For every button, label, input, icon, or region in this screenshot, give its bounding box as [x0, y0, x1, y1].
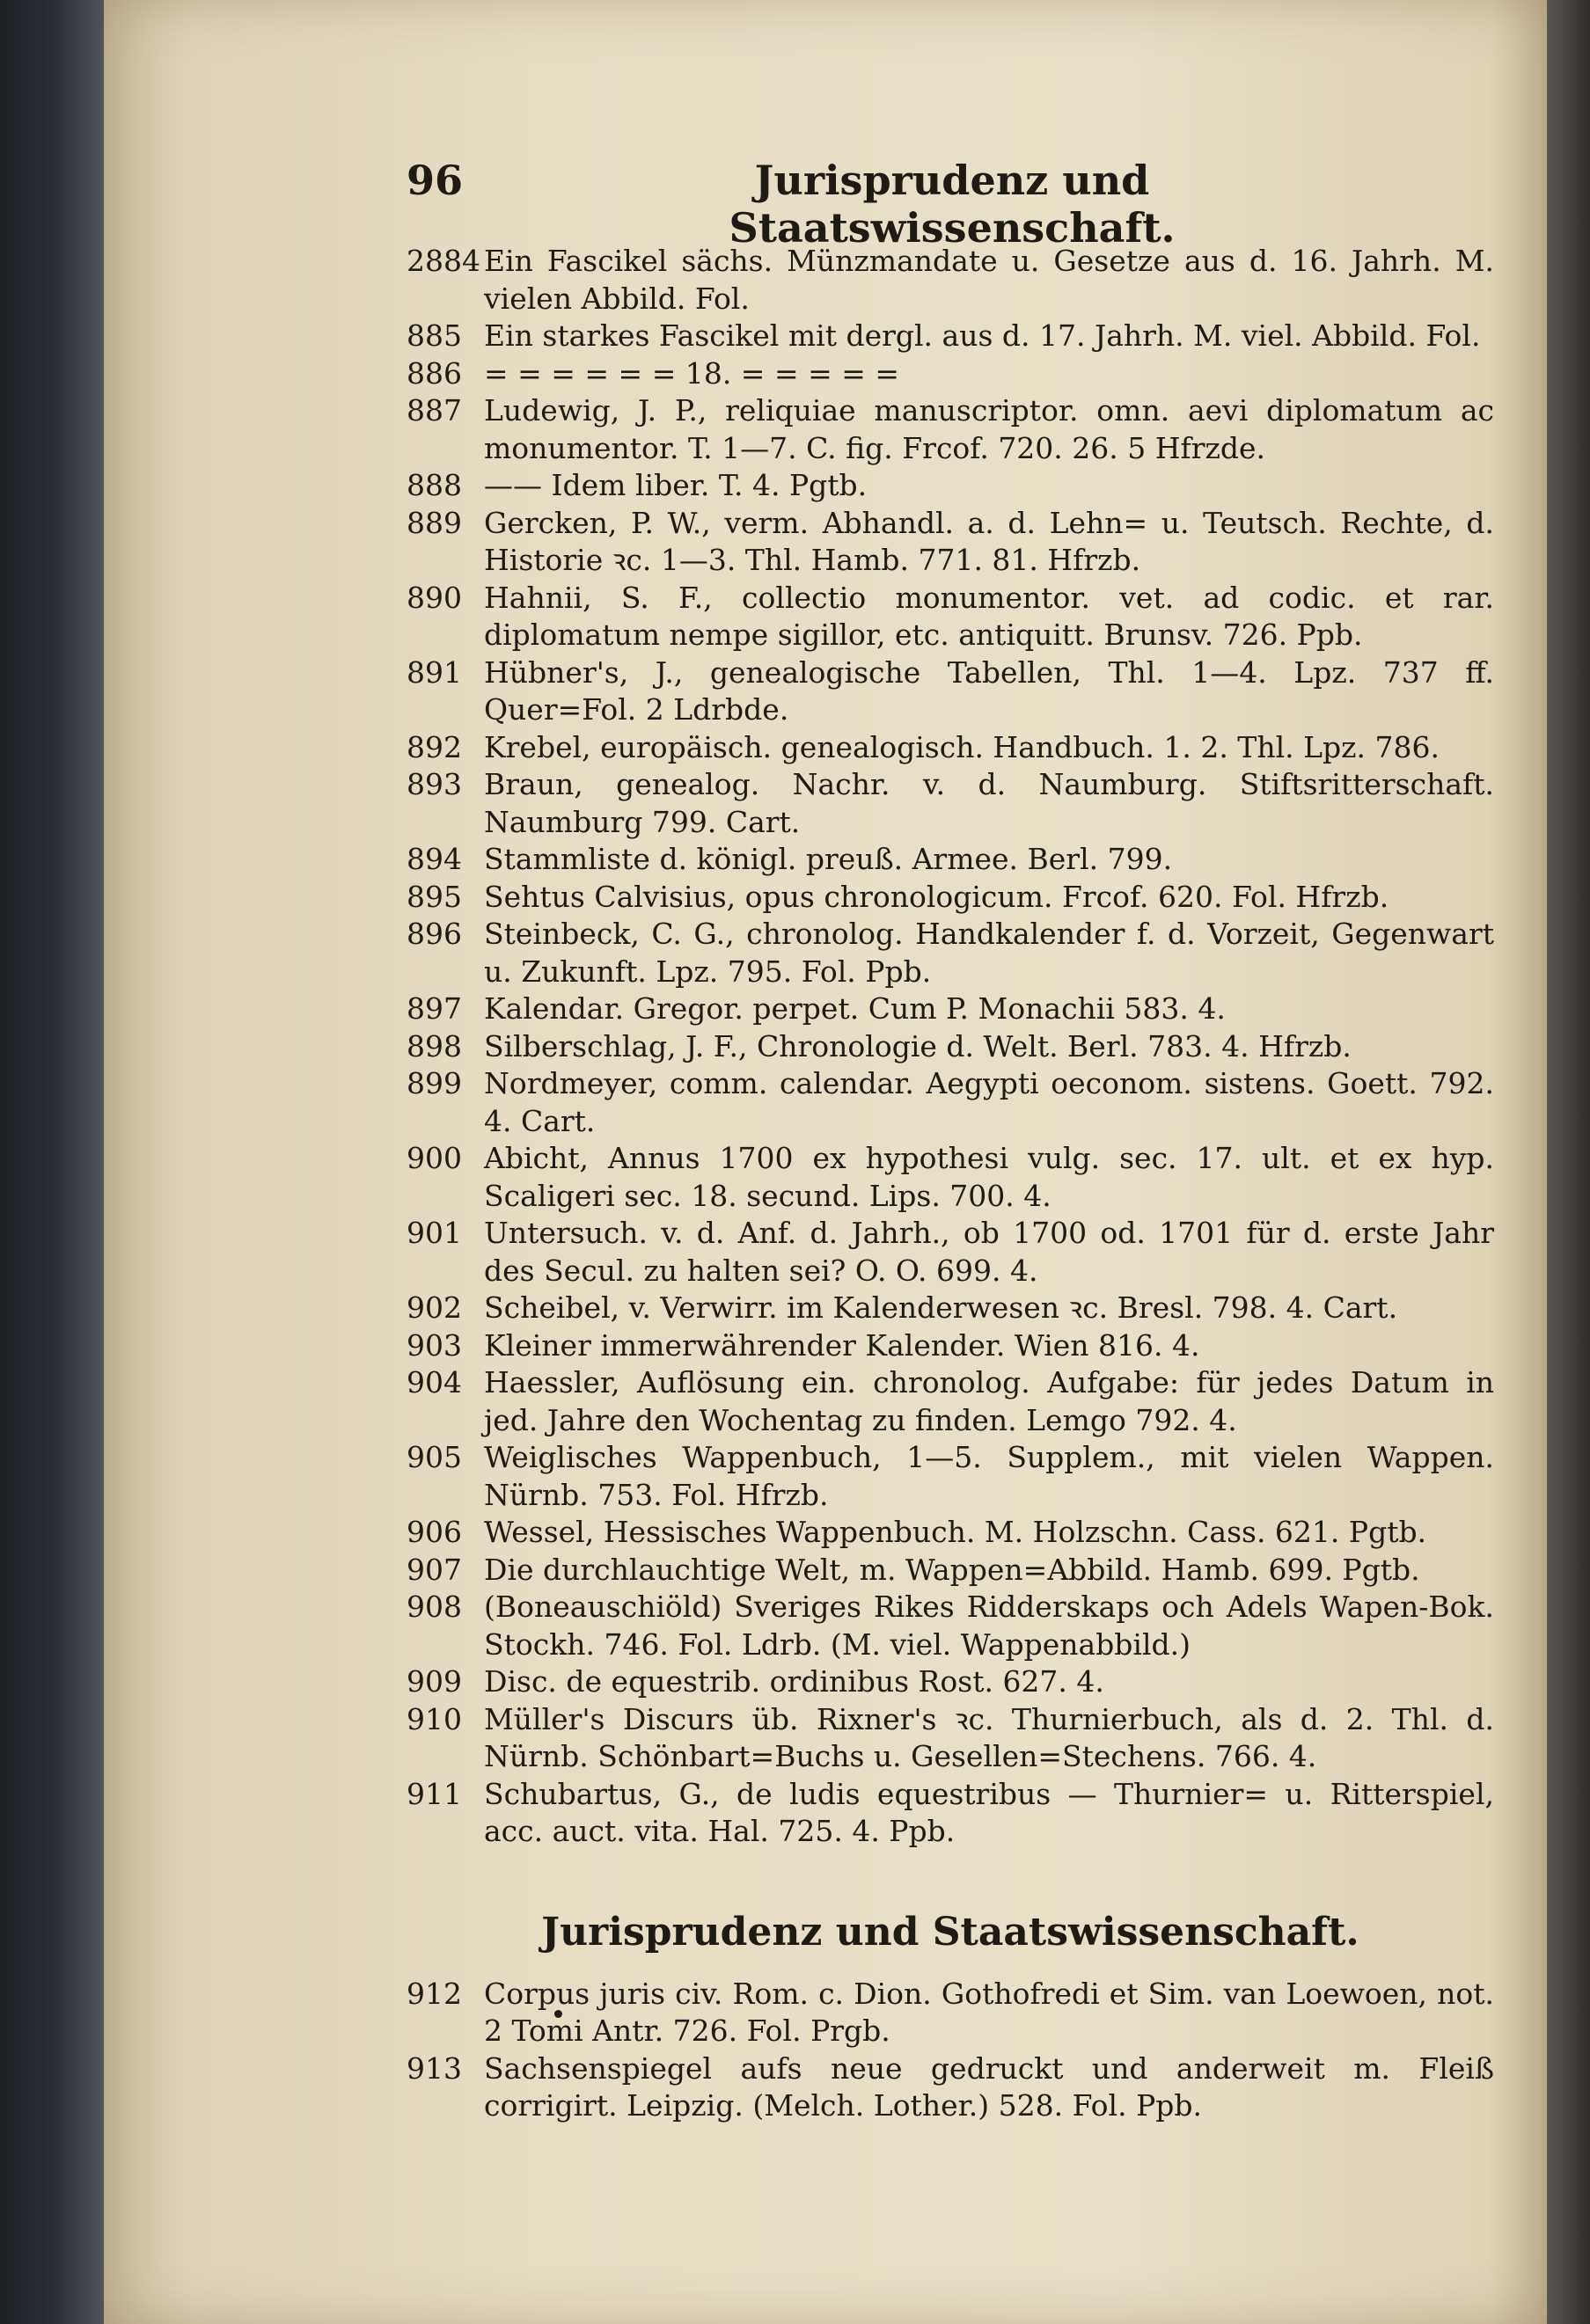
entry-text: Stammliste d. königl. preuß. Armee. Berl. 799.	[484, 842, 1173, 876]
catalog-entry	[407, 355, 1494, 393]
entry-number: 901	[407, 1216, 462, 1250]
entry-number: 888	[407, 468, 462, 502]
running-head: Jurisprudenz und Staatswissenschaft.	[729, 157, 1176, 252]
entry-text: = = = = = = 18. = = = = =	[484, 355, 900, 391]
catalog-entry	[407, 2050, 1494, 2125]
entry-text: —— Idem liber. T. 4. Pgtb.	[484, 468, 868, 502]
entry-text: Disc. de equestrib. ordinibus Rost. 627. 4.	[484, 1664, 1104, 1699]
entry-text: Schubartus, G., de ludis equestribus — Thurnier= u. Ritterspiel, acc. auct. vita. Hal. 725. 4. Ppb.	[484, 1776, 1494, 1848]
catalog-entry	[407, 467, 1494, 505]
catalog-entry	[407, 1439, 1494, 1514]
catalog-entry	[407, 729, 1494, 767]
entry-number: 911	[407, 1776, 462, 1811]
entry-text: Die durchlauchtige Welt, m. Wappen=Abbild. Hamb. 699. Pgtb.	[484, 1552, 1420, 1587]
entry-number: 903	[407, 1327, 462, 1363]
entry-text: Hübner's, J., genealogische Tabellen, Thl. 1—4. Lpz. 737 ff. Quer=Fol. 2 Ldrbde.	[484, 654, 1494, 727]
entry-text: Haessler, Auflösung ein. chronolog. Aufgabe: für jedes Datum in jed. Jahre den Wochentag zu finden. Lemgo 792. 4.	[484, 1365, 1494, 1437]
entry-number: 900	[407, 1141, 462, 1175]
entry-number: 904	[407, 1365, 462, 1400]
catalog-entry	[407, 1589, 1494, 1663]
entry-number: 910	[407, 1701, 462, 1736]
entry-number: 890	[407, 580, 462, 615]
entry-number: 909	[407, 1664, 462, 1699]
entry-number: 897	[407, 991, 462, 1026]
entry-text: Kalendar. Gregor. perpet. Cum P. Monachii 583. 4.	[484, 991, 1226, 1026]
entry-number: 902	[407, 1290, 462, 1325]
catalog-entry	[407, 1552, 1494, 1590]
catalog-entry	[407, 1364, 1494, 1439]
entry-number: 889	[407, 505, 462, 540]
entry-text: Sehtus Calvisius, opus chronologicum. Frcof. 620. Fol. Hfrzb.	[484, 879, 1389, 914]
entry-text: Nordmeyer, comm. calendar. Aegypti oeconom. sistens. Goett. 792. 4. Cart.	[484, 1066, 1494, 1138]
catalog-entry	[407, 841, 1494, 879]
entry-text: Abicht, Annus 1700 ex hypothesi vulg. sec. 17. ult. et ex hyp. Scaligeri sec. 18. secund. Lips. 700. 4.	[484, 1141, 1494, 1213]
catalog-entry	[407, 1065, 1494, 1140]
entry-number: 2884	[407, 244, 480, 278]
entry-text: Wessel, Hessisches Wappenbuch. M. Holzschn. Cass. 621. Pgtb.	[484, 1515, 1427, 1549]
entry-text: Silberschlag, J. F., Chronologie d. Welt. Berl. 783. 4. Hfrzb.	[484, 1028, 1352, 1063]
entry-text: Corpus juris civ. Rom. c. Dion. Gothofredi et Sim. van Loewoen, not. 2 Tomi Antr. 726. Fol. Prgb.	[484, 1976, 1494, 2048]
entry-number: 896	[407, 917, 462, 951]
entry-number: 912	[407, 1976, 462, 2011]
entry-number: 893	[407, 767, 462, 801]
entry-number: 906	[407, 1515, 462, 1549]
catalog-entry	[407, 1028, 1494, 1066]
entry-text: Müller's Discurs üb. Rixner's ꝛc. Thurnierbuch, als d. 2. Thl. d. Nürnb. Schönbart=Buchs u. Gesellen=Stechens. 766. 4.	[484, 1701, 1494, 1773]
entry-text: (Boneauschiöld) Sveriges Rikes Ridderskaps och Adels Wapen-Bok. Stockh. 746. Fol. Ldrb. (M. viel. Wappenabbild.)	[484, 1590, 1494, 1662]
entry-text: Scheibel, v. Verwirr. im Kalenderwesen ꝛc. Bresl. 798. 4. Cart.	[484, 1290, 1398, 1325]
catalog-entry	[407, 1327, 1494, 1365]
catalog-entry	[407, 1976, 1494, 2050]
catalog-entry	[407, 1663, 1494, 1701]
entry-text: Kleiner immerwährender Kalender. Wien 816. 4.	[484, 1327, 1200, 1363]
entry-number: 898	[407, 1028, 462, 1063]
entry-number: 907	[407, 1552, 462, 1587]
entry-text: Ein starkes Fascikel mit dergl. aus d. 17. Jahrh. M. viel. Abbild. Fol.	[484, 318, 1481, 353]
catalog-entry	[407, 1776, 1494, 1851]
section-heading: Jurisprudenz und Staatswissenschaft.	[541, 1909, 1359, 1955]
entry-list-section	[407, 1976, 1494, 2125]
entry-text: Gercken, P. W., verm. Abhandl. a. d. Lehn= u. Teutsch. Rechte, d. Historie ꝛc. 1—3. Thl. Hamb. 771. 81. Hfrzb.	[484, 505, 1494, 577]
catalog-entry	[407, 1701, 1494, 1776]
entry-text: Ludewig, J. P., reliquiae manuscriptor. omn. aevi diplomatum ac monumentor. T. 1—7. C. fig. Frcof. 720. 26. 5 Hfrzde.	[484, 393, 1494, 465]
catalog-entry	[407, 1140, 1494, 1215]
catalog-entry	[407, 916, 1494, 990]
catalog-entry	[407, 580, 1494, 654]
entry-text: Steinbeck, C. G., chronolog. Handkalender f. d. Vorzeit, Gegenwart u. Zukunft. Lpz. 795. Fol. Ppb.	[484, 917, 1494, 989]
entry-number: 905	[407, 1440, 462, 1474]
page-header	[407, 157, 1494, 252]
catalog-entry	[407, 505, 1494, 580]
catalog-entry	[407, 654, 1494, 729]
catalog-entry	[407, 1215, 1494, 1290]
entry-number: 899	[407, 1066, 462, 1100]
entry-text: Ein Fascikel sächs. Münzmandate u. Gesetze aus d. 16. Jahrh. M. vielen Abbild. Fol.	[484, 244, 1494, 316]
catalog-entries	[407, 243, 1494, 2125]
entry-number: 885	[407, 318, 462, 353]
catalog-entry	[407, 1290, 1494, 1327]
entry-number: 913	[407, 2050, 462, 2086]
entry-number: 887	[407, 393, 462, 428]
catalog-entry	[407, 990, 1494, 1028]
entry-number: 886	[407, 355, 462, 391]
entry-number: 908	[407, 1590, 462, 1624]
catalog-entry	[407, 1514, 1494, 1552]
entry-text: Krebel, europäisch. genealogisch. Handbuch. 1. 2. Thl. Lpz. 786.	[484, 729, 1440, 764]
entry-text: Sachsenspiegel aufs neue gedruckt und anderweit m. Fleiß corrigirt. Leipzig. (Melch. Lother.) 528. Fol. Ppb.	[484, 2050, 1494, 2123]
entry-number: 892	[407, 729, 462, 764]
entry-list	[407, 243, 1494, 1851]
page-number: 96	[407, 157, 464, 204]
entry-number: 891	[407, 654, 462, 690]
entry-text: Weiglisches Wappenbuch, 1—5. Supplem., mit vielen Wappen. Nürnb. 753. Fol. Hfrzb.	[484, 1440, 1494, 1512]
entry-text: Hahnii, S. F., collectio monumentor. vet. ad codic. et rar. diplomatum nempe sigillor, etc. antiquitt. Brunsv. 726. Ppb.	[484, 580, 1494, 652]
entry-text: Untersuch. v. d. Anf. d. Jahrh., ob 1700 od. 1701 für d. erste Jahr des Secul. zu halten sei? O. O. 699. 4.	[484, 1216, 1494, 1288]
entry-number: 894	[407, 842, 462, 876]
entry-number: 895	[407, 879, 462, 914]
catalog-entry	[407, 243, 1494, 318]
catalog-entry	[407, 879, 1494, 917]
entry-text: Braun, genealog. Nachr. v. d. Naumburg. Stiftsritterschaft. Naumburg 799. Cart.	[484, 767, 1494, 839]
page-right-edge	[1547, 0, 1590, 2324]
catalog-entry	[407, 392, 1494, 467]
catalog-entry	[407, 766, 1494, 841]
catalog-entry	[407, 318, 1494, 355]
